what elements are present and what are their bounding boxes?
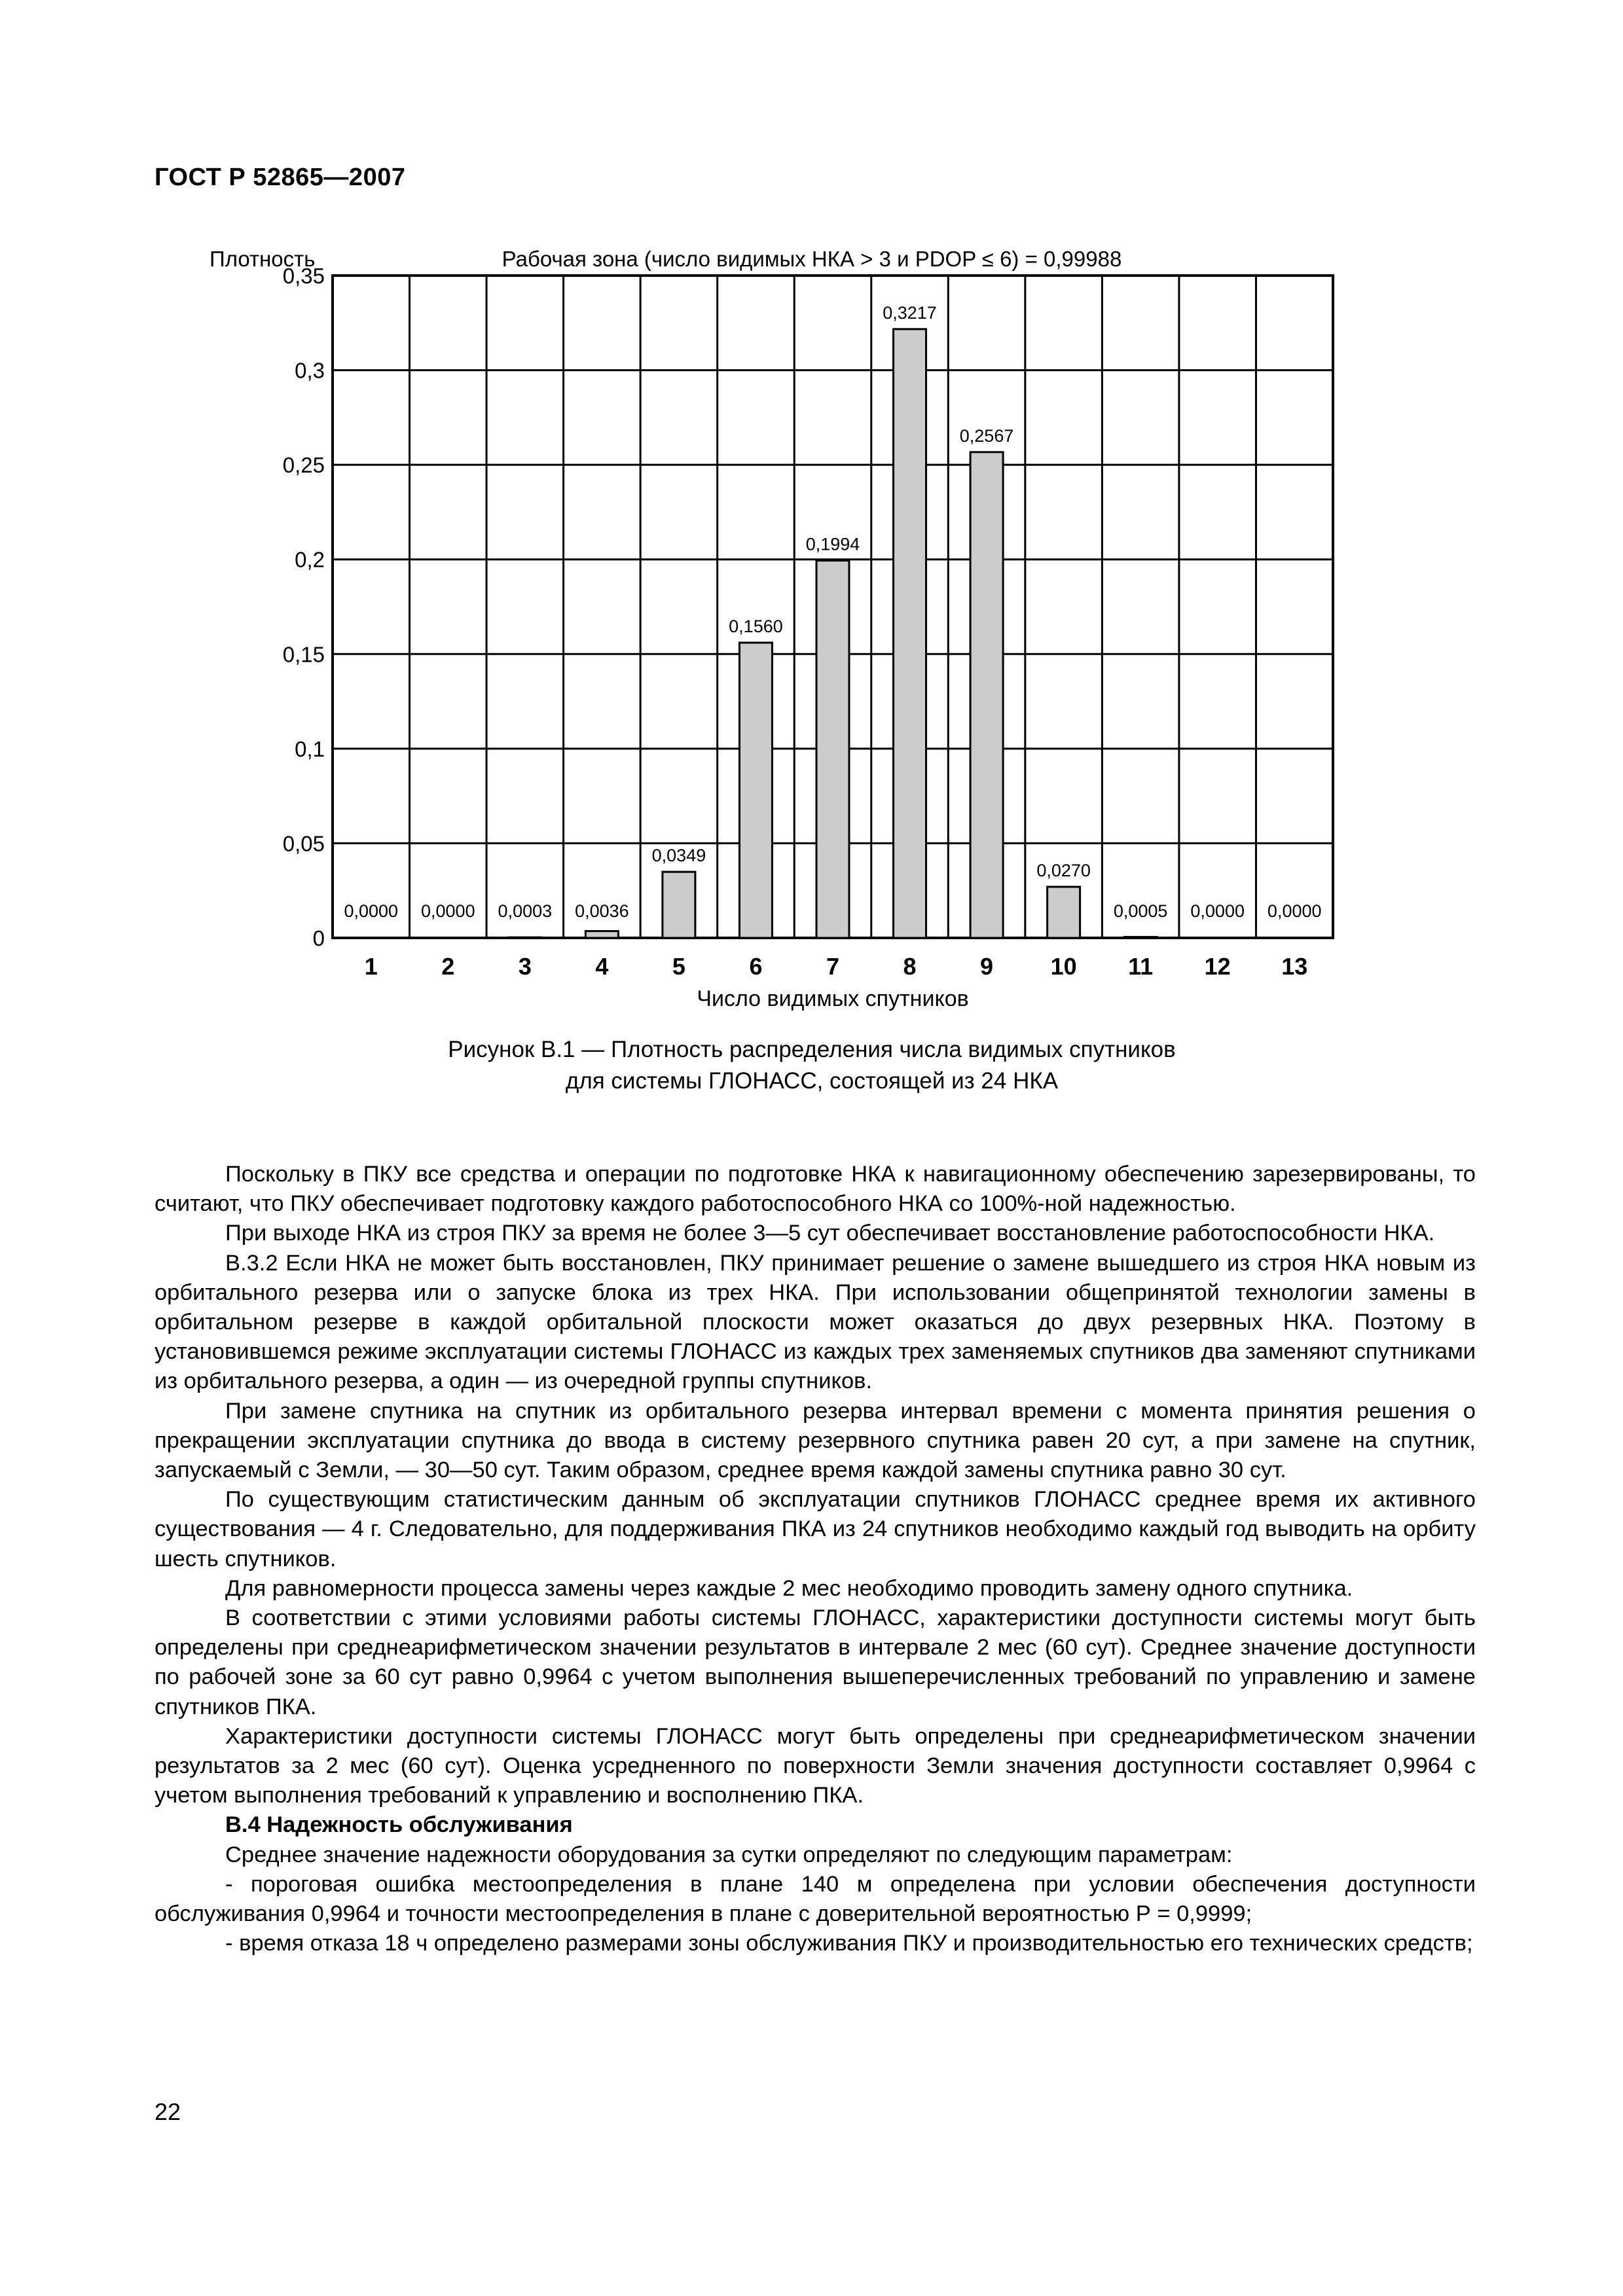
body-text <box>155 1160 1476 1958</box>
y-tick-label: 0 <box>312 926 325 950</box>
bar <box>585 931 618 938</box>
bar-value-label: 0,1560 <box>729 616 783 636</box>
x-tick-label: 11 <box>1128 953 1154 980</box>
figure-caption-line2: для системы ГЛОНАСС, состоящей из 24 НКА <box>565 1068 1059 1094</box>
x-tick-label: 2 <box>441 953 455 980</box>
bar-value-label: 0,0270 <box>1036 860 1091 880</box>
x-axis-label: Число видимых спутников <box>697 986 969 1011</box>
y-tick-label: 0,3 <box>295 358 325 383</box>
x-tick-label: 13 <box>1281 953 1308 980</box>
bar-value-label: 0,3217 <box>883 302 937 323</box>
bar <box>1201 938 1234 939</box>
bar-value-label: 0,0005 <box>1113 901 1168 921</box>
paragraph: При выходе НКА из строя ПКУ за время не более 3—5 сут обеспечивает восстановление работоспособности НКА. <box>225 1221 1435 1246</box>
paragraph: Для равномерности процесса замены через каждые 2 мес необходимо проводить замену одного спутника. <box>225 1575 1353 1601</box>
bar <box>431 938 464 939</box>
bar-value-label: 0,0036 <box>575 901 629 921</box>
x-tick-label: 8 <box>903 953 917 980</box>
paragraph: По существующим статистическим данным об эксплуатации спутников ГЛОНАСС среднее время их активного существования — 4 г. Следовательно, для поддерживания ПКА из 24 спутников необходимо каждый год выводить на орбиту шесть спутников. <box>155 1487 1476 1571</box>
bar <box>970 452 1003 938</box>
bar <box>1048 887 1080 938</box>
list-item: - время отказа 18 ч определено размерами зоны обслуживания ПКУ и производительностью его технических средств; <box>225 1931 1473 1956</box>
density-bar-chart <box>0 0 1623 1047</box>
paragraph: В соответствии с этими условиями работы системы ГЛОНАСС, характеристики доступности системы могут быть определены при среднеарифметическом значении результатов в интервале 2 мес (60 сут). Среднее значение доступности по рабочей зоне за 60 сут равно 0,9964 с учетом выполнения вышеперечисленных требований по управлению и замене спутников ПКА. <box>155 1605 1476 1719</box>
y-tick-label: 0,2 <box>295 547 325 572</box>
x-tick-label: 12 <box>1204 953 1231 980</box>
bar <box>739 643 772 938</box>
bar <box>355 938 388 939</box>
paragraph: Среднее значение надежности оборудования за сутки определяют по следующим параметрам: <box>225 1842 1233 1867</box>
bar <box>1124 937 1157 938</box>
list-item: - пороговая ошибка местоопределения в плане 140 м определена при условии обеспечения доступности обслуживания 0,9964 и точности местоопределения в плане с доверительной вероятностью Р = 0,9999; <box>155 1871 1476 1927</box>
x-tick-label: 6 <box>749 953 763 980</box>
x-tick-label: 7 <box>826 953 840 980</box>
bar <box>816 560 849 938</box>
x-tick-label: 1 <box>364 953 378 980</box>
paragraph: При замене спутника на спутник из орбитального резерва интервал времени с момента принятия решения о прекращении эксплуатации спутника до ввода в систему резервного спутника равен 20 сут, а при замене на спутник, запускаемый с Земли, — 30—50 сут. Таким образом, среднее время каждой замены спутника равно 30 сут. <box>155 1398 1476 1483</box>
document-header: ГОСТ Р 52865—2007 <box>155 164 406 191</box>
paragraph: Характеристики доступности системы ГЛОНАСС могут быть определены при среднеарифметическом значении результатов за 2 мес (60 сут). Оценка усредненного по поверхности Земли значения доступности составляет 0,9964 с учетом выполнения требований к управлению и восполнению ПКА. <box>155 1723 1476 1808</box>
bar-value-label: 0,0000 <box>1267 901 1322 921</box>
y-tick-label: 0,35 <box>282 264 325 288</box>
bar-value-label: 0,0349 <box>651 846 706 866</box>
bar <box>663 872 695 938</box>
bar-value-label: 0,2567 <box>959 425 1014 446</box>
figure-caption-line1: Рисунок В.1 — Плотность распределения числа видимых спутников <box>448 1037 1176 1062</box>
x-tick-label: 10 <box>1050 953 1077 980</box>
x-tick-label: 9 <box>980 953 994 980</box>
bar-value-label: 0,0000 <box>1190 901 1245 921</box>
paragraph: Поскольку в ПКУ все средства и операции по подготовке НКА к навигационному обеспечению зарезервированы, то считают, что ПКУ обеспечивает подготовку каждого работоспособного НКА со 100%-ной надежностью. <box>155 1162 1476 1217</box>
page-number: 22 <box>155 2098 181 2125</box>
y-axis-label: Плотность <box>210 247 316 271</box>
bar-value-label: 0,0000 <box>344 901 399 921</box>
bar-value-label: 0,0003 <box>498 901 553 921</box>
bar-value-label: 0,1994 <box>805 534 860 554</box>
y-tick-label: 0,25 <box>282 453 325 478</box>
section-subheading: В.4 Надежность обслуживания <box>225 1812 573 1838</box>
y-tick-label: 0,05 <box>282 831 325 856</box>
x-tick-label: 3 <box>518 953 532 980</box>
x-tick-label: 5 <box>672 953 685 980</box>
chart-title: Рабочая зона (число видимых НКА > 3 и PDOP ≤ 6) = 0,99988 <box>501 247 1122 271</box>
bar <box>894 329 926 938</box>
bar <box>1278 938 1311 939</box>
y-tick-label: 0,1 <box>295 736 325 761</box>
x-tick-label: 4 <box>595 953 609 980</box>
bar-value-label: 0,0000 <box>421 901 475 921</box>
y-tick-label: 0,15 <box>282 642 325 667</box>
paragraph: В.3.2 Если НКА не может быть восстановлен, ПКУ принимает решение о замене вышедшего из строя НКА новым из орбитального резерва или о запуске блока из трех НКА. При использовании общепринятой технологии замены в орбитальном резерве в каждой орбитальной плоскости может оказаться до двух резервных НКА. Поэтому в установившемся режиме эксплуатации системы ГЛОНАСС из каждых трех заменяемых спутников два заменяют спутниками из орбитального резерва, а один — из очередной группы спутников. <box>155 1250 1476 1394</box>
bar <box>509 937 541 938</box>
